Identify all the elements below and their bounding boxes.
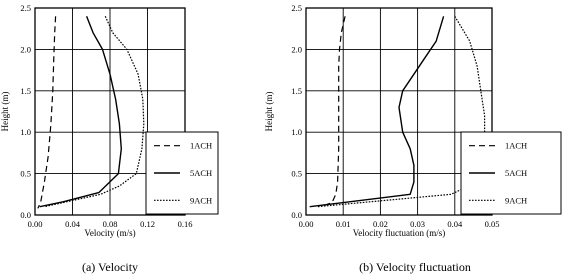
x-tick-label: 0.04 <box>447 219 463 229</box>
series-line-1ach <box>321 16 345 206</box>
legend-label-5ach: 5ACH <box>505 168 528 178</box>
velocity-chart <box>0 3 218 274</box>
x-tick-label: 0.08 <box>102 219 118 229</box>
legend-label-9ach: 9ACH <box>505 195 528 206</box>
y-tick-label: 1.5 <box>20 85 31 96</box>
y-tick-label: 2.0 <box>291 44 302 55</box>
velocity-fluctuation-chart <box>264 3 561 274</box>
velocity-series <box>38 16 144 208</box>
y-tick-label: 0.0 <box>291 210 302 220</box>
y-tick-label: 0.0 <box>20 210 31 220</box>
y-tick-label: 2.0 <box>20 44 31 55</box>
x-tick-label: 0.00 <box>298 219 314 229</box>
x-tick-label: 0.02 <box>372 219 388 229</box>
series-line-5ach <box>310 16 444 206</box>
velocity-y-axis-label: Height (m) <box>0 91 10 132</box>
series-line-9ach <box>44 16 143 206</box>
series-line-1ach <box>38 16 56 208</box>
legend-label-1ach: 1ACH <box>505 140 528 151</box>
x-tick-label: 0.03 <box>410 219 426 229</box>
y-tick-label: 1.0 <box>20 127 31 138</box>
y-tick-label: 1.0 <box>291 127 302 138</box>
velocity-x-axis-label: Velocity (m/s) <box>84 228 136 238</box>
velocity-legend <box>146 132 218 214</box>
y-tick-label: 1.5 <box>291 85 302 96</box>
fluctuation-x-axis-label: Velocity fluctuation (m/s) <box>352 228 446 238</box>
velocity-caption: (a) Velocity <box>81 260 139 274</box>
fluctuation-y-axis-label: Height (m) <box>264 91 274 132</box>
x-tick-label: 0.12 <box>140 219 155 229</box>
fluctuation-legend <box>461 132 561 214</box>
y-tick-label: 0.5 <box>20 168 31 179</box>
legend-label-1ach: 1ACH <box>190 140 213 151</box>
legend-label-5ach: 5ACH <box>190 168 213 178</box>
y-tick-label: 2.5 <box>291 3 302 13</box>
x-tick-label: 0.01 <box>335 219 351 229</box>
x-tick-label: 0.16 <box>177 219 193 229</box>
x-tick-label: 0.04 <box>65 219 80 229</box>
series-line-9ach <box>317 16 484 206</box>
y-tick-label: 2.5 <box>20 3 31 13</box>
fluctuation-series <box>310 16 485 206</box>
legend-label-9ach: 9ACH <box>190 195 213 206</box>
y-tick-label: 0.5 <box>291 168 302 179</box>
fluctuation-caption: (b) Velocity fluctuation <box>359 260 471 274</box>
x-tick-label: 0.00 <box>27 219 43 229</box>
x-tick-label: 0.05 <box>484 219 500 229</box>
